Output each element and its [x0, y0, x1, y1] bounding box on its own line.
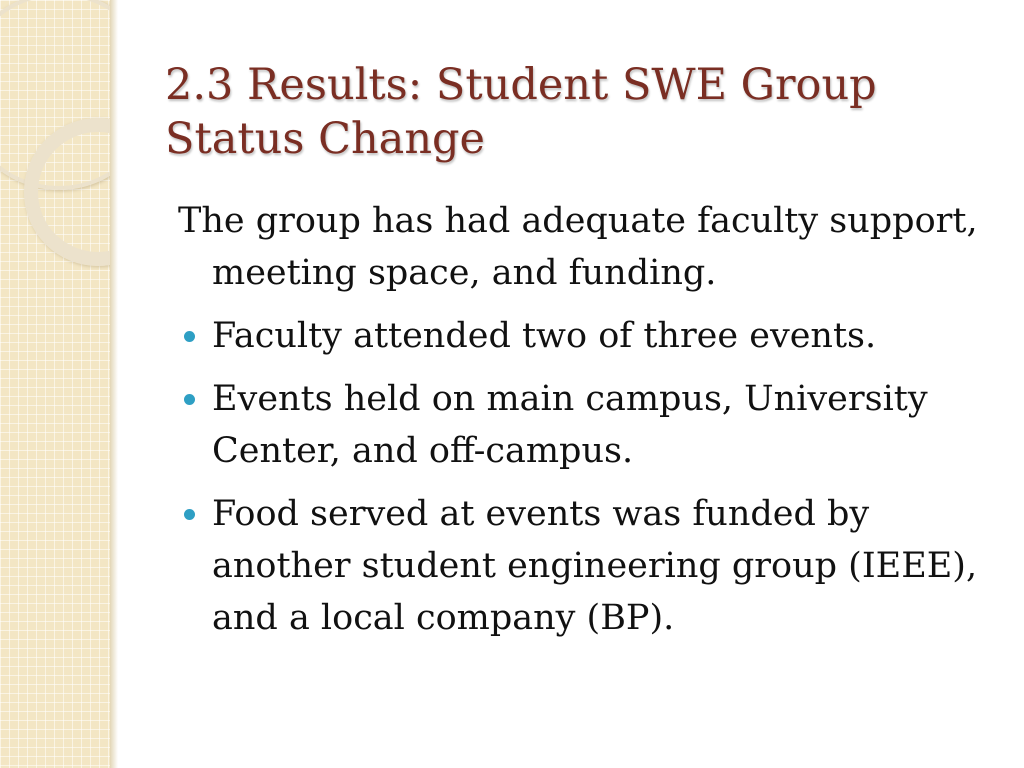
- bullet-dot-icon: [184, 331, 195, 342]
- bullet-text: Events held on main campus, University Center, and off-campus.: [212, 379, 928, 471]
- decorative-side-strip: [0, 0, 110, 768]
- bullet-dot-icon: [184, 509, 195, 520]
- bullet-text: Faculty attended two of three events.: [212, 316, 877, 356]
- bullet-item: [178, 373, 978, 477]
- slide-body: [178, 195, 978, 655]
- slide-title: 2.3 Results: Student SWE Group Status Change: [165, 60, 877, 164]
- side-strip-shadow: [110, 0, 118, 768]
- bullet-item: [178, 488, 978, 644]
- bullet-text: Food served at events was funded by another student engineering group (IEEE), and a local company (BP).: [212, 494, 978, 638]
- bullet-item: [178, 310, 978, 362]
- bullet-dot-icon: [184, 394, 195, 405]
- intro-paragraph: The group has had adequate faculty support, meeting space, and funding.: [178, 201, 978, 293]
